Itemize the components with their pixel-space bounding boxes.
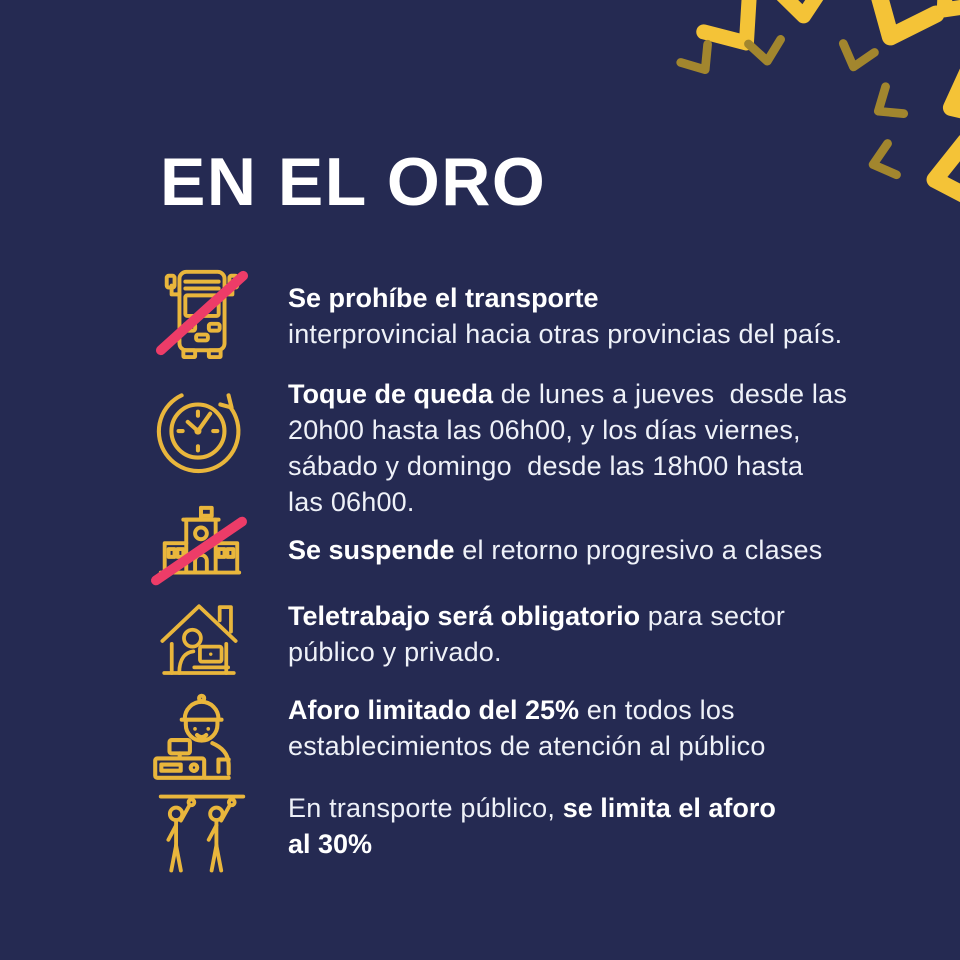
text-line <box>288 376 898 412</box>
text-segment: de lunes a jueves desde las <box>493 379 848 409</box>
text-segment: las 06h00. <box>288 487 415 517</box>
laptop-logo-dot <box>209 652 212 655</box>
standing-passengers-glyph <box>161 797 244 871</box>
text-segment: se limita el aforo <box>562 793 776 823</box>
rule-text-capacity <box>288 692 898 764</box>
rule-text-transport <box>288 280 898 352</box>
text-segment: Teletrabajo será obligatorio <box>288 601 641 631</box>
text-segment: En transporte público, <box>288 793 563 823</box>
text-segment: en todos los <box>579 695 735 725</box>
house-laptop-glyph <box>162 606 235 673</box>
text-segment: interprovincial hacia otras provincias del país. <box>288 319 843 349</box>
text-line <box>288 826 898 862</box>
cashier-glyph <box>155 696 228 778</box>
chevron-burst-dark <box>681 39 904 180</box>
school-glyph <box>161 508 239 573</box>
text-line <box>288 316 898 352</box>
rule-text-classes <box>288 532 898 568</box>
rule-text-curfew <box>288 376 898 520</box>
curfew-clock-icon <box>150 378 252 480</box>
rule-text-telework <box>288 598 898 670</box>
text-line <box>288 790 898 826</box>
text-line <box>288 692 898 728</box>
text-line <box>288 412 898 448</box>
cashier-face-dots <box>193 727 210 731</box>
text-segment: Aforo limitado del 25% <box>288 695 580 725</box>
telework-home-icon <box>150 594 248 688</box>
text-segment: público y privado. <box>288 637 502 667</box>
no-school-icon <box>146 502 252 600</box>
text-line <box>288 532 898 568</box>
text-line <box>288 484 898 520</box>
text-segment: al 30% <box>288 829 373 859</box>
text-segment: establecimientos de atención al público <box>288 731 766 761</box>
chevron-burst-decoration <box>630 0 960 270</box>
text-segment: para sector <box>640 601 786 631</box>
no-interprovincial-bus-icon <box>152 264 252 362</box>
text-segment: 20h00 hasta las 06h00, y los días viernes, <box>288 415 801 445</box>
chevron-burst-bright <box>704 0 960 210</box>
text-line <box>288 448 898 484</box>
text-line <box>288 728 898 764</box>
text-line <box>288 634 898 670</box>
text-segment: sábado y domingo desde las 18h00 hasta <box>288 451 804 481</box>
clock-center-dot <box>194 427 201 434</box>
text-segment: Se prohíbe el transporte <box>288 283 599 313</box>
text-segment: el retorno progresivo a clases <box>454 535 823 565</box>
page-title: EN EL ORO <box>160 144 547 220</box>
text-line <box>288 598 898 634</box>
limited-capacity-cashier-icon <box>142 684 248 786</box>
text-segment: Se suspende <box>288 535 455 565</box>
text-segment: Toque de queda <box>288 379 494 409</box>
text-line <box>288 280 898 316</box>
public-transport-capacity-icon <box>150 786 254 882</box>
rule-text-transport-capacity <box>288 790 898 862</box>
